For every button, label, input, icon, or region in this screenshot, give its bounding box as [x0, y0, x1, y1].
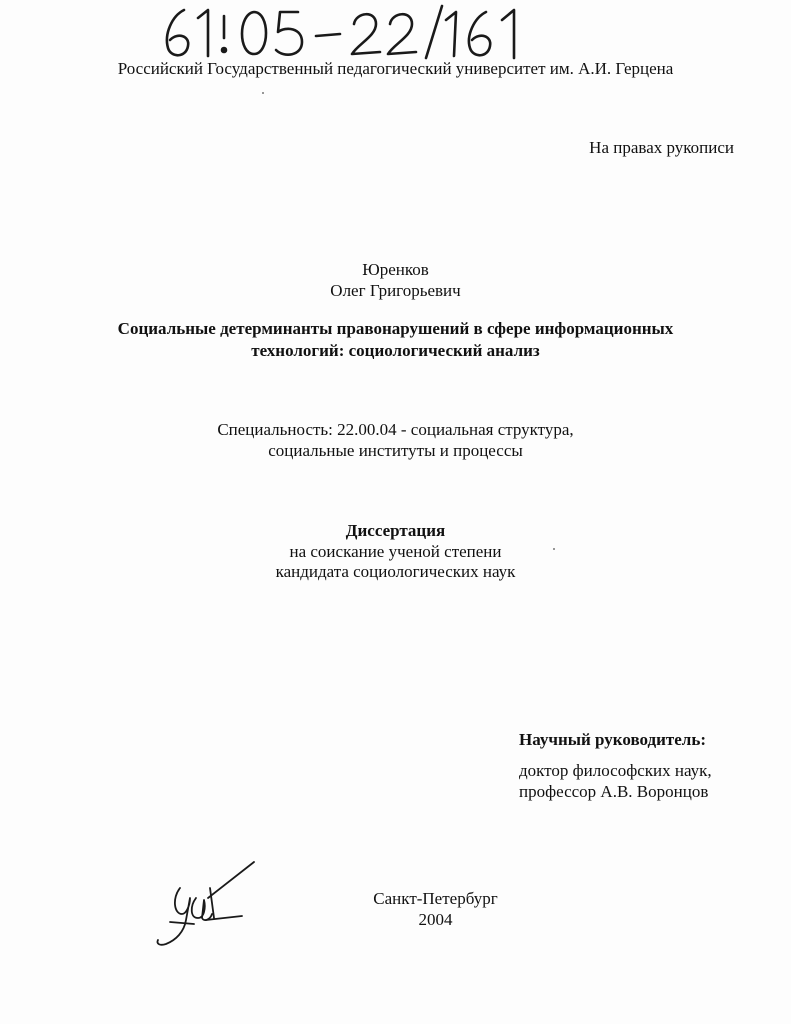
university-name: Российский Государственный педагогический университет им. А.И. Герцена	[117, 59, 674, 78]
scan-speck	[262, 92, 264, 94]
dissertation-title-line2: технологий: социологический анализ	[251, 341, 540, 360]
specialty-line1: Специальность: 22.00.04 - социальная структура,	[217, 420, 574, 439]
manuscript-note: На правах рукописи	[589, 138, 734, 157]
author-surname: Юренков	[362, 260, 429, 279]
supervisor-heading: Научный руководитель:	[519, 730, 706, 749]
degree-line2: кандидата социологических наук	[275, 562, 516, 581]
specialty-line2: социальные институты и процессы	[268, 441, 523, 460]
supervisor-line1: доктор философских наук,	[519, 761, 712, 780]
degree-heading: Диссертация	[345, 521, 446, 540]
scan-speck	[553, 548, 555, 550]
handwritten-archive-code	[158, 4, 528, 60]
dissertation-title-line1: Социальные детерминанты правонарушений в сфере информационных	[117, 319, 674, 338]
supervisor-line2: профессор А.В. Воронцов	[519, 782, 709, 801]
degree-line1: на соискание ученой степени	[289, 542, 502, 561]
city: Санкт-Петербург	[373, 889, 498, 908]
year: 2004	[418, 910, 453, 929]
author-given-names: Олег Григорьевич	[330, 281, 461, 300]
